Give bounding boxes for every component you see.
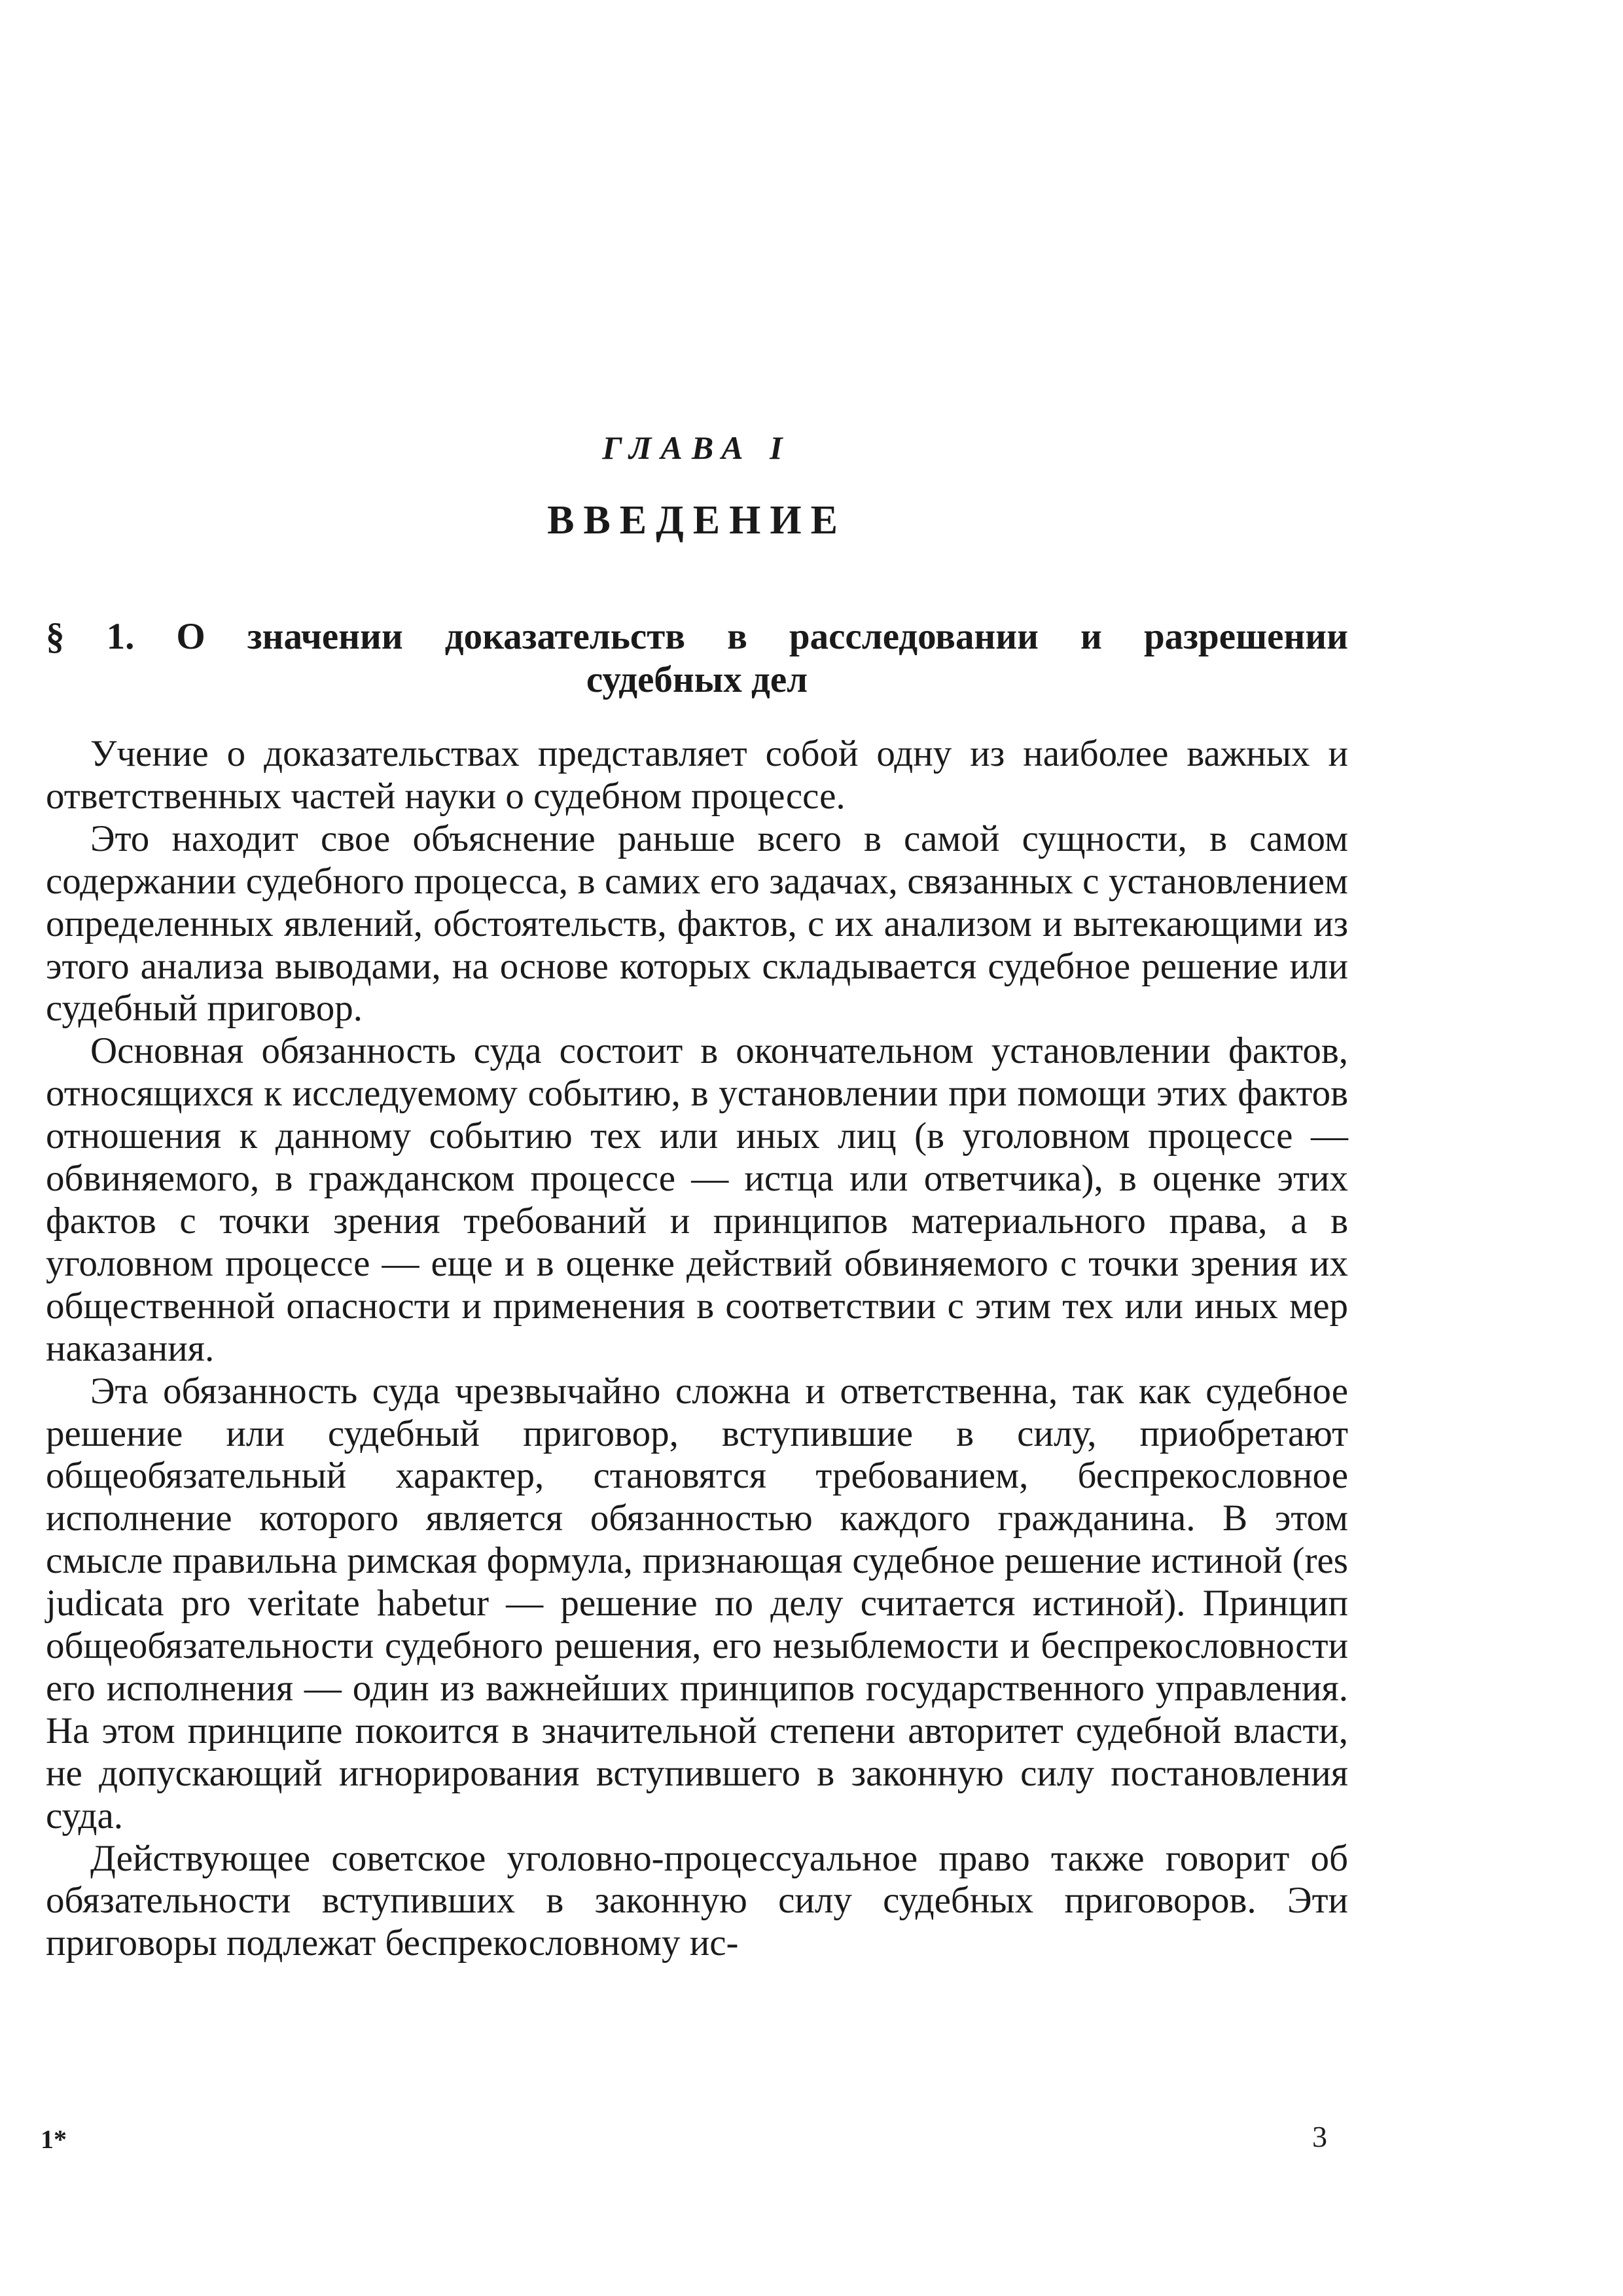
paragraph: Основная обязанность суда состоит в окончательном установлении фактов, относящихся к исследуемому событию, в установлении при помощи этих фактов отношения к данному событию тех или иных лиц (в уголовном процессе — обвиняемого, в гражданском процессе — истца или ответчика), в оценке этих фактов с точки зрения требований и принципов материального права, а в уголовном процессе — еще и в оценке действий обвиняемого с точки зрения их общественной опасности и применения в соответствии с этим тех или иных мер наказания. <box>46 1030 1348 1369</box>
section-heading <box>46 615 1348 702</box>
paragraph: Это находит свое объяснение раньше всего в самой сущности, в самом содержании судебного процесса, в самих его задачах, связанных с установлением определенных явлений, обстоятельств, фактов, с их анализом и вытекающими из этого анализа выводами, на основе которых складывается судебное решение или судебный приговор. <box>46 817 1348 1030</box>
page-number: 3 <box>1312 2120 1327 2153</box>
chapter-title: ВВЕДЕНИЕ <box>547 498 847 543</box>
paragraph: Учение о доказательствах представляет собой одну из наиболее важных и ответственных частей науки о судебном процессе. <box>46 733 1348 817</box>
section-heading-line-2: судебных дел <box>586 659 808 700</box>
section-heading-line-1: § 1. О значении доказательств в расследовании и разрешении <box>46 616 1348 657</box>
chapter-label: ГЛАВА I <box>602 429 792 466</box>
paragraph: Эта обязанность суда чрезвычайно сложна и ответственна, так как судебное решение или судебный приговор, вступившие в силу, приобретают общеобязательный характер, становятся требованием, беспрекословное исполнение которого является обязанностью каждого гражданина. В этом смысле правильна римская формула, признающая судебное решение истиной (res judicata pro veritate habetur — решение по делу считается истиной). Принцип общеобязательности судебного решения, его незыблемости и беспрекословности его исполнения — один из важнейших принципов государственного управления. На этом принципе покоится в значительной степени авторитет судебной власти, не допускающий игнорирования вступившего в законную силу постановления суда. <box>46 1370 1348 1837</box>
paragraph: Действующее советское уголовно-процессуальное право также говорит об обязательности вступивших в законную силу судебных приговоров. Эти приговоры подлежат беспрекословному ис- <box>46 1837 1348 1964</box>
body-text <box>46 733 1348 1965</box>
folio-signature-mark: 1* <box>41 2125 67 2154</box>
